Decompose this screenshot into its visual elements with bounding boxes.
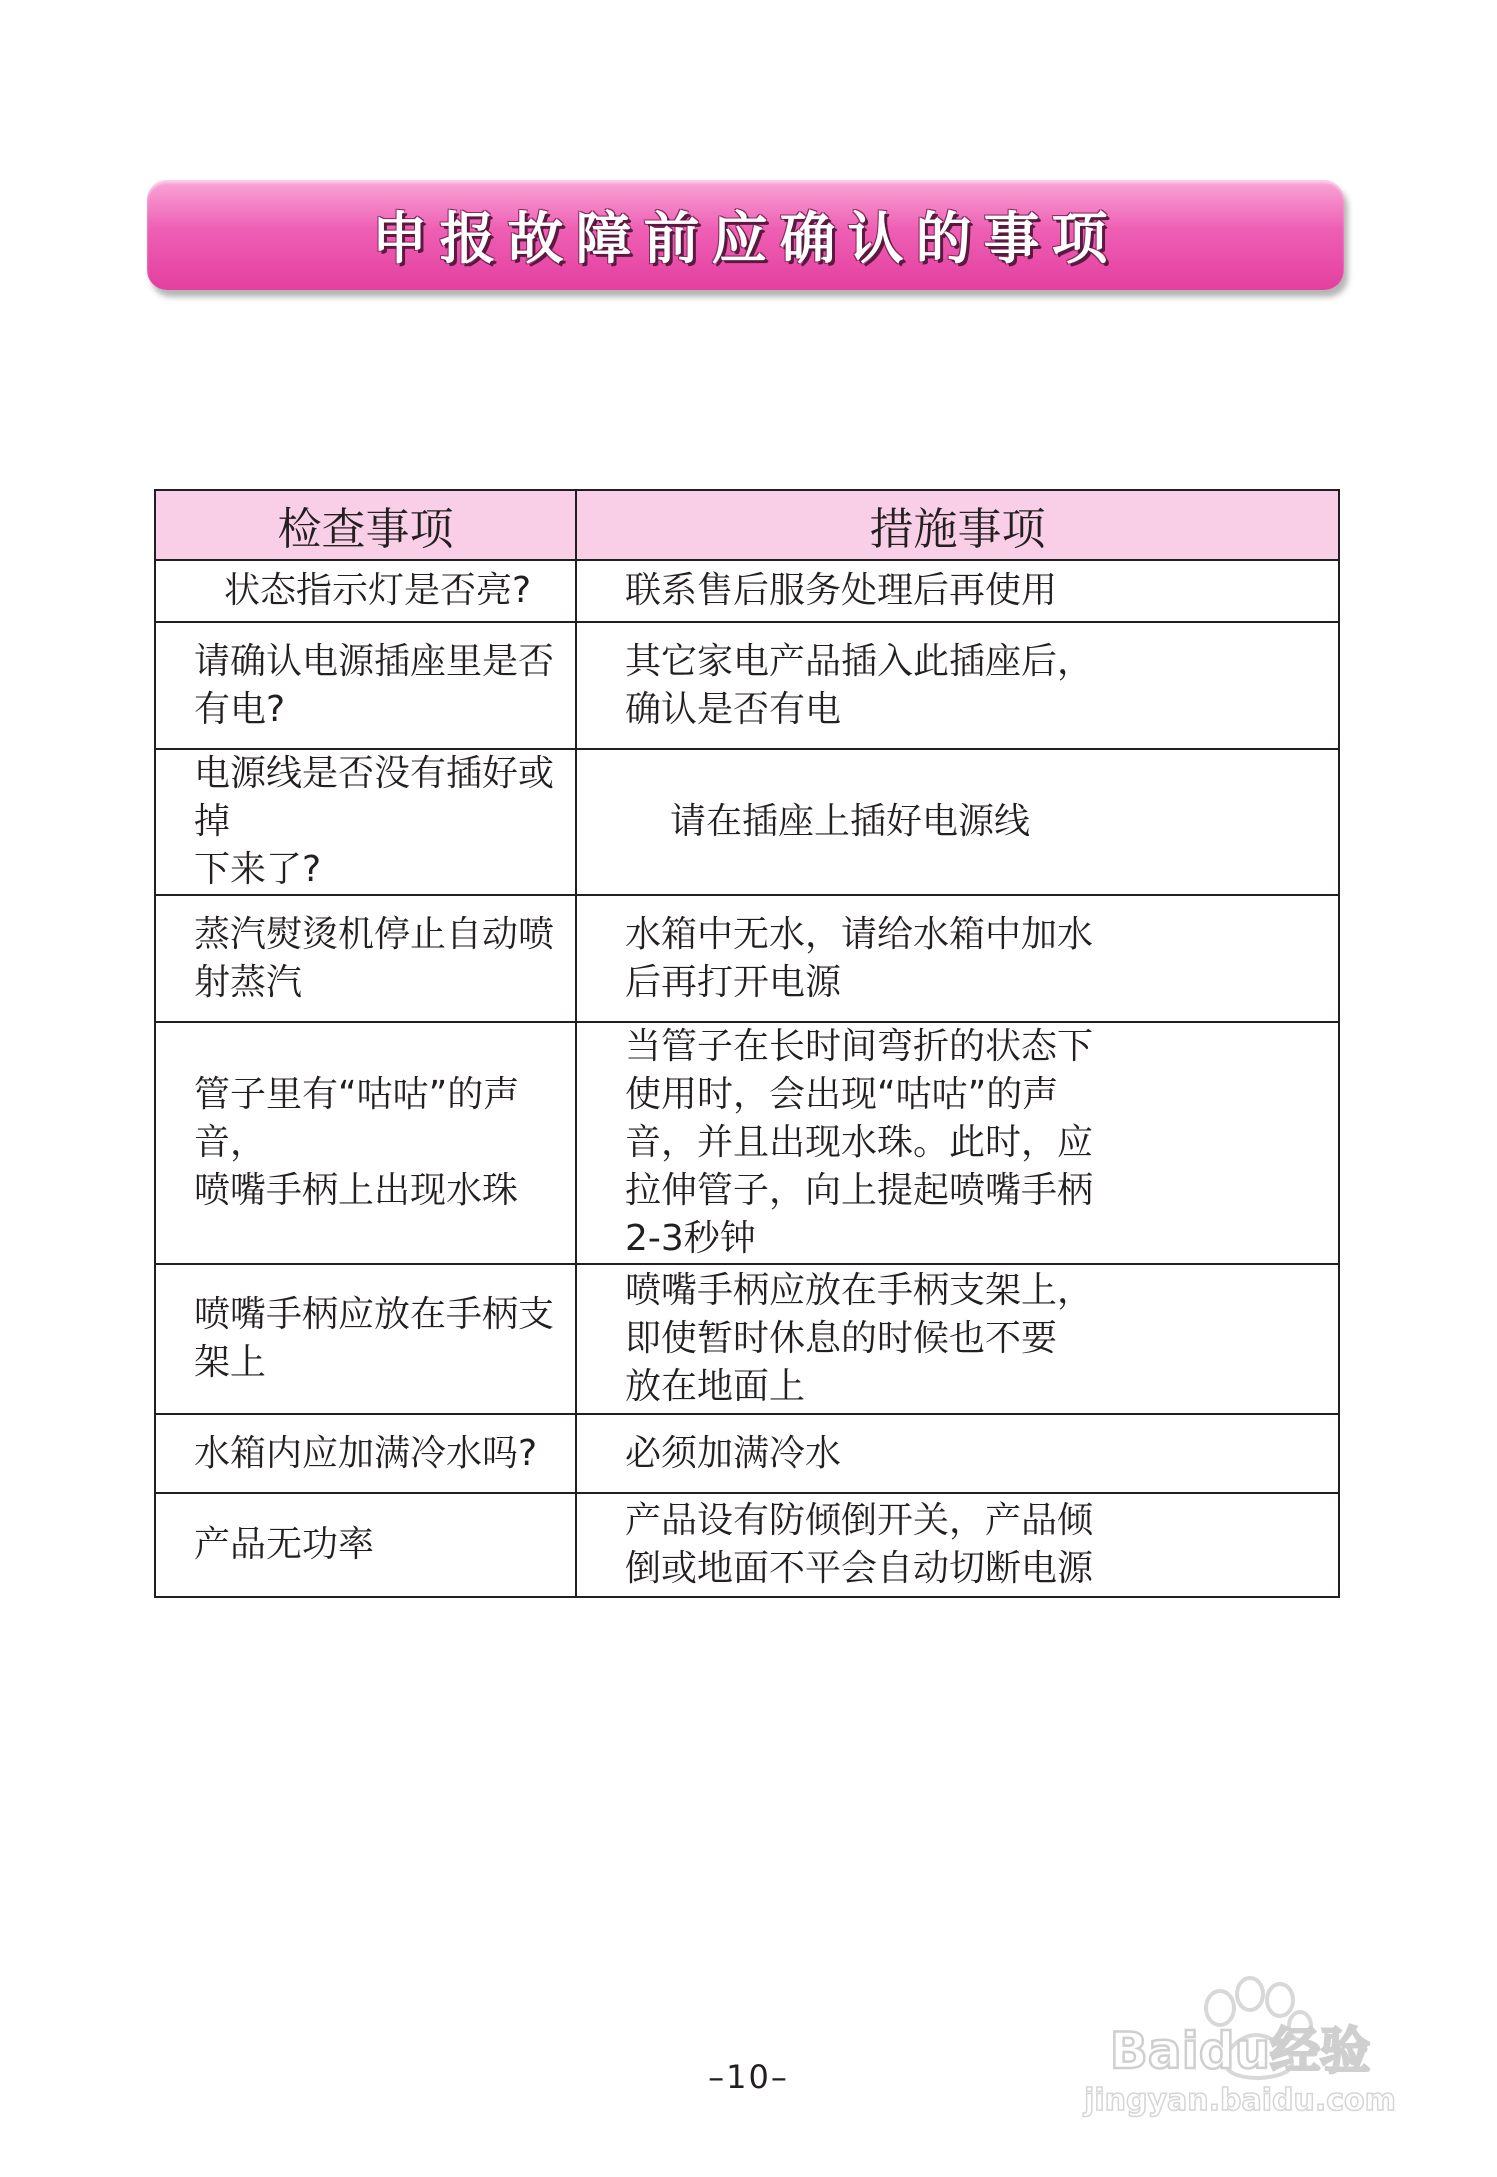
check-cell: 产品无功率 xyxy=(155,1493,576,1597)
table-row xyxy=(155,560,1339,622)
table-row xyxy=(155,1022,1339,1264)
table-row xyxy=(155,1414,1339,1493)
action-cell: 请在插座上插好电源线 xyxy=(576,749,1339,895)
check-cell: 请确认电源插座里是否有电? xyxy=(155,622,576,749)
troubleshooting-table xyxy=(154,489,1340,1598)
action-cell: 喷嘴手柄应放在手柄支架上， 即使暂时休息的时候也不要 放在地面上 xyxy=(576,1264,1339,1414)
check-cell: 状态指示灯是否亮? xyxy=(155,560,576,622)
action-cell: 当管子在长时间弯折的状态下 使用时，会出现“咕咕”的声 音，并且出现水珠。此时，应 拉伸管子，向上提起喷嘴手柄 2-3秒钟 xyxy=(576,1022,1339,1264)
check-cell: 蒸汽熨烫机停止自动喷射蒸汽 xyxy=(155,895,576,1022)
table-row xyxy=(155,622,1339,749)
action-cell: 水箱中无水，请给水箱中加水 后再打开电源 xyxy=(576,895,1339,1022)
column-header-check: 检查事项 xyxy=(155,490,576,560)
table-row xyxy=(155,895,1339,1022)
check-cell: 电源线是否没有插好或掉 下来了? xyxy=(155,749,576,895)
watermark-brand: Baidu经验 xyxy=(1109,2022,1371,2080)
watermark-url: jingyan.baidu.com xyxy=(1084,2083,1396,2118)
check-cell: 管子里有“咕咕”的声音， 喷嘴手柄上出现水珠 xyxy=(155,1022,576,1264)
table-row xyxy=(155,1264,1339,1414)
action-cell: 其它家电产品插入此插座后， 确认是否有电 xyxy=(576,622,1339,749)
baidu-jingyan-watermark xyxy=(1060,1960,1420,2120)
table-row xyxy=(155,1493,1339,1597)
table-row xyxy=(155,749,1339,895)
action-cell: 必须加满冷水 xyxy=(576,1414,1339,1493)
table-header-row xyxy=(155,490,1339,560)
page-title: 申报故障前应确认的事项 xyxy=(371,207,1120,272)
title-banner xyxy=(147,180,1344,290)
check-cell: 喷嘴手柄应放在手柄支架上 xyxy=(155,1264,576,1414)
column-header-action: 措施事项 xyxy=(576,490,1339,560)
action-cell: 联系售后服务处理后再使用 xyxy=(576,560,1339,622)
action-cell: 产品设有防倾倒开关，产品倾 倒或地面不平会自动切断电源 xyxy=(576,1493,1339,1597)
page-number: –10– xyxy=(708,2058,789,2096)
check-cell: 水箱内应加满冷水吗? xyxy=(155,1414,576,1493)
